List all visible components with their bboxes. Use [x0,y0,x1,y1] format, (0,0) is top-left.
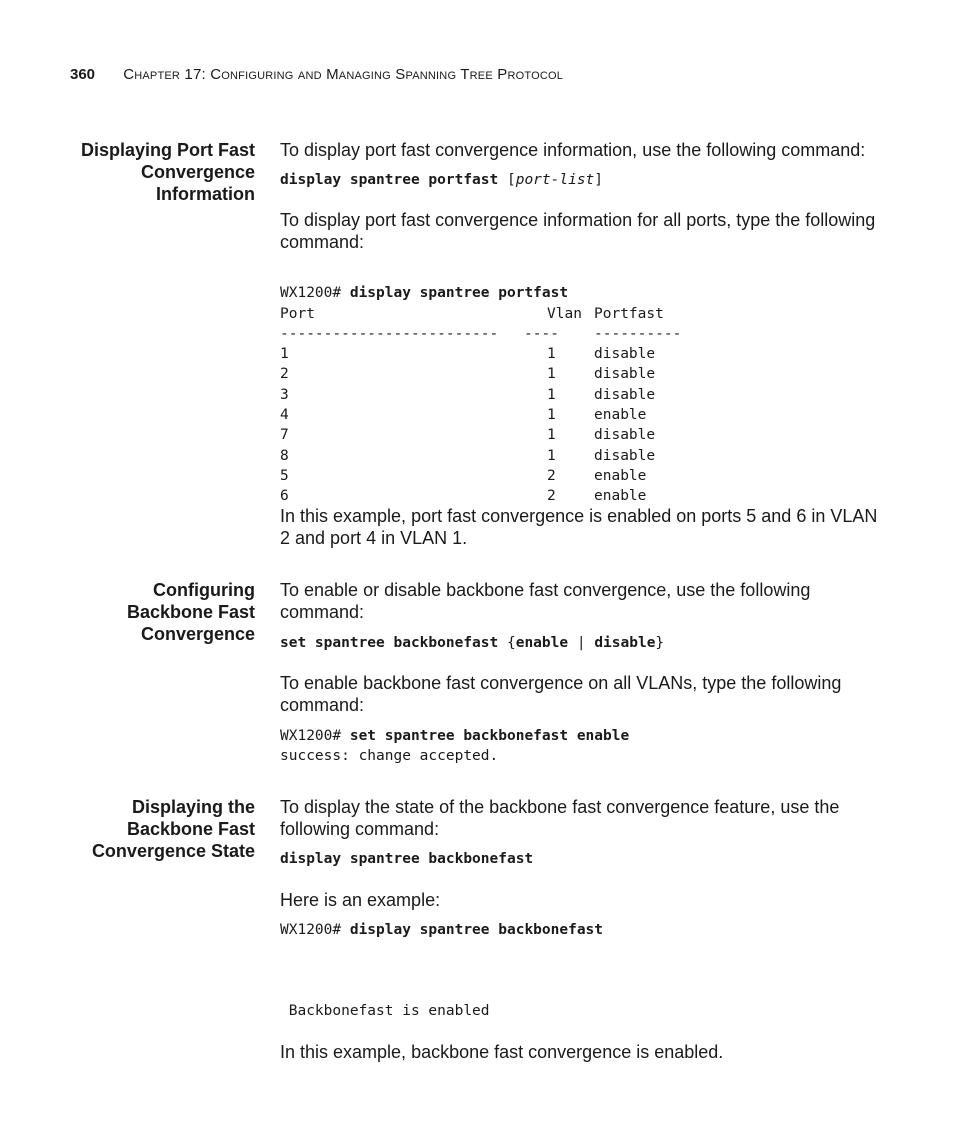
syntax-brace: } [655,635,665,651]
cell-port: 1 [280,346,289,363]
cell-portfast: disable [594,366,656,383]
syntax-command: display spantree portfast [280,172,499,188]
page-number: 360 [70,66,96,83]
syntax-command: set spantree backbonefast [280,635,499,651]
cell-port: 4 [280,407,289,424]
cli-prompt: WX1200# [280,922,350,938]
cli-prompt: WX1200# [280,728,350,744]
command-syntax: display spantree backbonefast [280,851,534,867]
command-syntax [280,633,664,653]
syntax-separator: | [568,635,595,651]
table-row [280,425,681,445]
cell-portfast: enable [594,488,647,505]
separator: ---- [524,325,559,342]
cell-vlan: 1 [547,427,556,444]
table-row [280,405,681,425]
paragraph: Here is an example: [280,890,441,910]
cell-port: 5 [280,467,289,484]
cell-port: 7 [280,427,289,444]
cli-command-line [280,283,681,303]
cell-portfast: disable [594,346,656,363]
paragraph: To enable or disable backbone fast convergence, use the following command: [280,580,811,622]
syntax-bracket: ] [594,172,604,188]
cli-command-line [280,920,603,940]
section-heading-backbone-fast: Configuring Backbone Fast Convergence [126,580,255,644]
paragraph: In this example, port fast convergence is enabled on ports 5 and 6 in VLAN 2 and port 4 in VLAN 1. [280,506,878,548]
cell-port: 6 [280,488,289,505]
table-row [280,486,681,506]
cell-portfast: enable [594,407,647,424]
cli-prompt: WX1200# [280,285,350,302]
column-header: Port [280,305,315,322]
cli-example-backbonefast-set [280,726,629,767]
command-syntax [280,170,603,190]
cell-vlan: 1 [547,407,556,424]
cell-port: 8 [280,447,289,464]
paragraph: In this example, backbone fast convergence is enabled. [280,1042,724,1062]
running-header [70,66,563,83]
table-separator-row [280,324,681,344]
cell-vlan: 1 [547,346,556,363]
syntax-option: enable [515,635,569,651]
syntax-bracket: [ [498,172,516,188]
syntax-parameter: port-list [515,172,595,188]
table-row [280,385,681,405]
column-header: Portfast [594,305,664,322]
syntax-brace: { [498,635,516,651]
cli-command: display spantree backbonefast [349,922,604,938]
table-row [280,364,681,384]
cell-vlan: 2 [547,488,556,505]
cell-portfast: disable [594,427,656,444]
table-row [280,466,681,486]
table-row [280,446,681,466]
cli-command: set spantree backbonefast enable [349,728,630,744]
paragraph: To enable backbone fast convergence on all VLANs, type the following command: [280,673,842,715]
cell-port: 2 [280,366,289,383]
column-header: Vlan [547,305,582,322]
cli-example-portfast [280,263,681,527]
cli-command: display spantree portfast [349,285,569,302]
separator: ---------- [594,325,682,342]
table-header-row [280,304,681,324]
cli-output: Backbonefast is enabled [280,1003,490,1019]
chapter-title: Chapter 17: Configuring and Managing Spanning Tree Protocol [123,66,564,83]
cell-port: 3 [280,386,289,403]
cell-portfast: disable [594,447,656,464]
section-heading-port-fast: Displaying Port Fast Convergence Information [80,140,255,204]
cell-vlan: 1 [547,366,556,383]
paragraph: To display the state of the backbone fast convergence feature, use the following command: [280,797,840,839]
cell-portfast: disable [594,386,656,403]
cell-portfast: enable [594,467,647,484]
cli-output: success: change accepted. [280,748,499,765]
cell-vlan: 1 [547,447,556,464]
paragraph: To display port fast convergence information for all ports, type the following command: [280,210,876,252]
cli-command-line [280,726,629,746]
cell-vlan: 2 [547,467,556,484]
syntax-option: disable [594,635,656,651]
separator: ------------------------- [280,325,499,342]
section-heading-backbone-state: Displaying the Backbone Fast Convergence State [91,797,255,861]
cell-vlan: 1 [547,386,556,403]
paragraph: To display port fast convergence information, use the following command: [280,140,866,160]
table-row [280,344,681,364]
